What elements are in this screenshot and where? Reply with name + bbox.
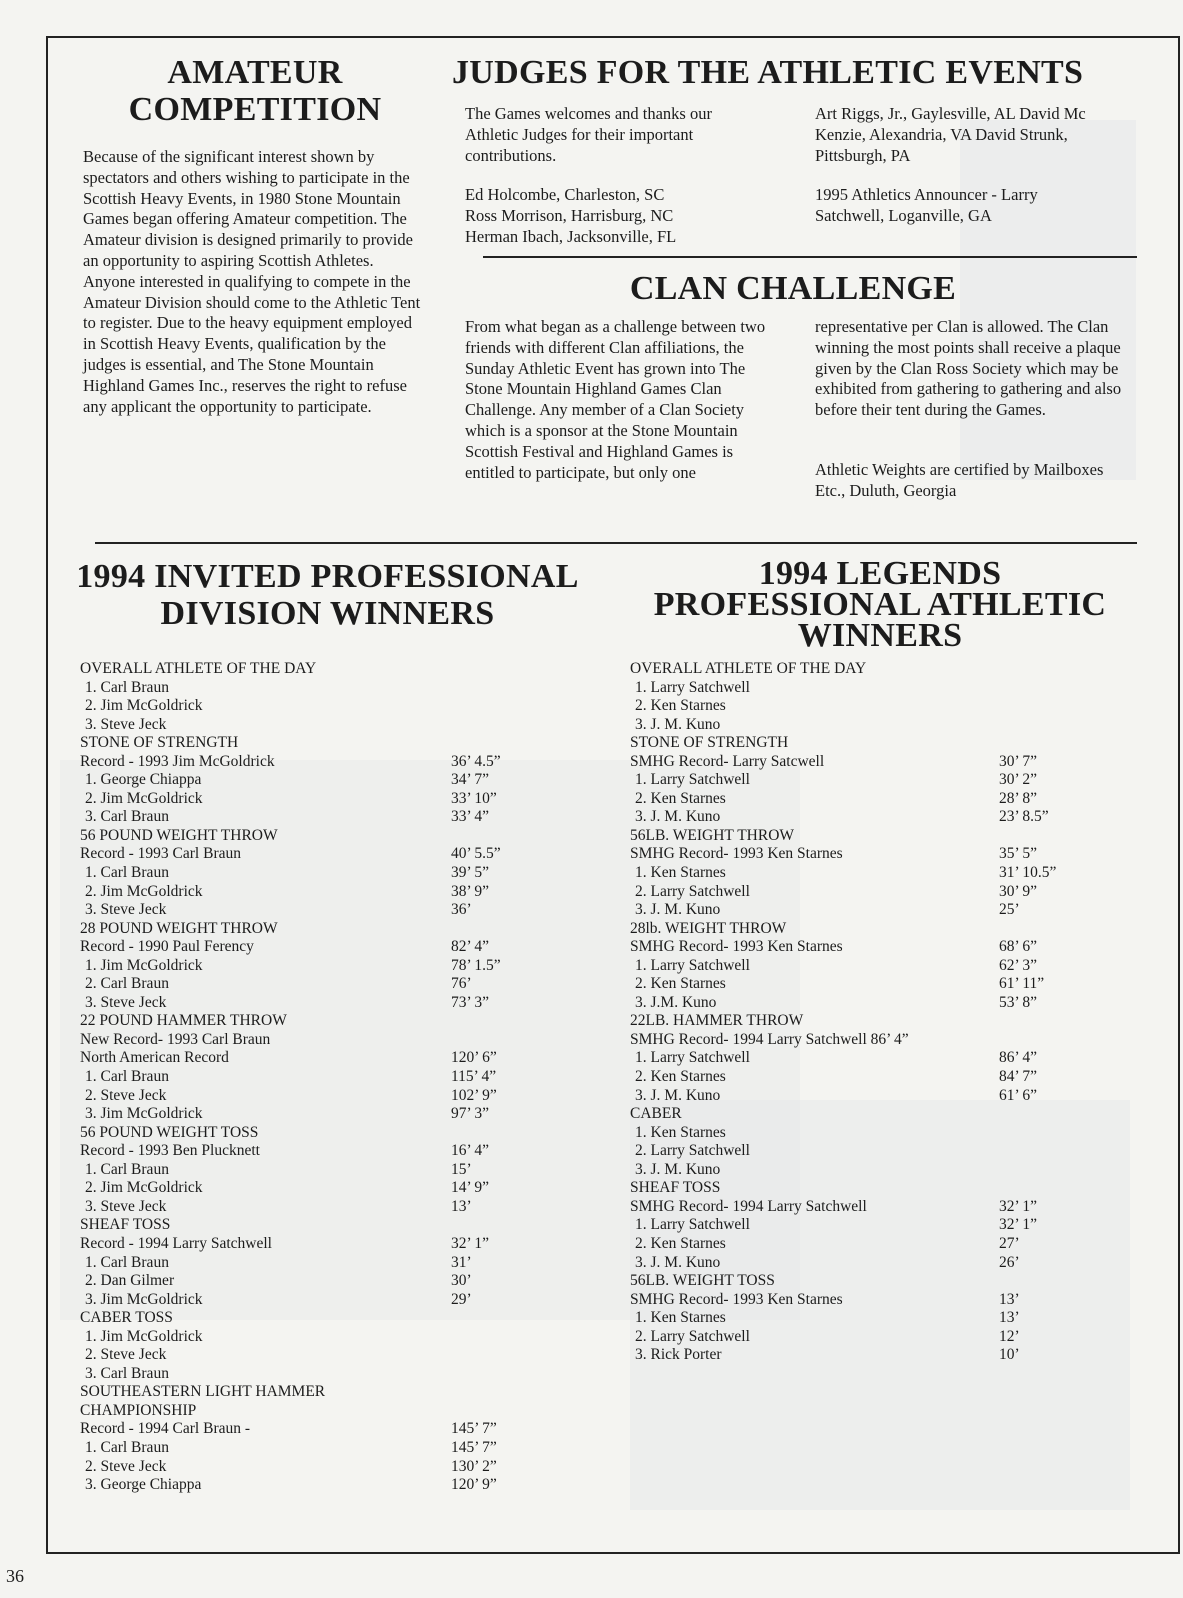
result-value: 120’ 9” xyxy=(451,1476,497,1494)
result-label: 1. Jim McGoldrick xyxy=(85,1327,203,1345)
result-label: 2. Ken Starnes xyxy=(635,789,726,807)
divider-main xyxy=(95,542,1137,544)
result-value: 32’ 1” xyxy=(999,1197,1038,1215)
result-label: 28lb. WEIGHT THROW xyxy=(630,919,787,937)
result-label: 1. Carl Braun xyxy=(85,678,169,696)
result-label: SHEAF TOSS xyxy=(630,1179,721,1197)
judges-intro: The Games welcomes and thanks our Athletic Judges for their important contributions. xyxy=(465,104,712,165)
result-label: 1. Larry Satchwell xyxy=(635,771,750,789)
result-value: 31’ xyxy=(451,1253,472,1271)
result-label: SMHG Record- 1994 Larry Satchwell 86’ 4” xyxy=(630,1030,909,1048)
result-label: 2. Larry Satchwell xyxy=(635,1327,750,1345)
result-label: SMHG Record- 1993 Ken Starnes xyxy=(630,845,843,863)
result-label: 1. George Chiappa xyxy=(85,771,202,789)
result-value: 86’ 4” xyxy=(999,1049,1038,1067)
result-value: 145’ 7” xyxy=(451,1438,497,1456)
result-label: Record - 1993 Jim McGoldrick xyxy=(80,752,275,770)
result-value: 30’ 9” xyxy=(999,882,1038,900)
result-label: 56 POUND WEIGHT THROW xyxy=(80,826,278,844)
result-label: 3. J. M. Kuno xyxy=(635,1160,721,1178)
result-value: 33’ 4” xyxy=(451,808,490,826)
result-value xyxy=(999,920,1119,939)
result-value: 14’ 9” xyxy=(451,1179,490,1197)
result-value: 34’ 7” xyxy=(451,771,490,789)
result-value: 32’ 1” xyxy=(451,1234,490,1252)
result-label: 3. J.M. Kuno xyxy=(635,993,717,1011)
clan-weights-note: Athletic Weights are certified by Mailboxes Etc., Duluth, Georgia xyxy=(815,460,1104,500)
clan-body-col1: From what began as a challenge between two friends with different Clan affiliations, the Sunday Athletic Event has grown into The Stone Mountain Highland Games Clan Challenge. Any member of a Clan Society which is a sponsor at the Stone Mountain Scottish Festival and Highland Games is entitled to participate, but only one xyxy=(465,317,766,482)
result-label: 3. J. M. Kuno xyxy=(635,1086,721,1104)
invited-results-list xyxy=(80,660,440,1495)
judges-col1-list xyxy=(465,185,765,247)
result-label: 2. Ken Starnes xyxy=(635,1234,726,1252)
result-label: 56 POUND WEIGHT TOSS xyxy=(80,1123,259,1141)
invited-results-values xyxy=(451,660,571,1495)
judge-name: Ross Morrison, Harrisburg, NC xyxy=(465,205,674,225)
result-value xyxy=(999,679,1119,698)
result-label: CABER xyxy=(630,1105,682,1123)
result-label: 2. Jim McGoldrick xyxy=(85,882,203,900)
result-value xyxy=(451,1216,571,1235)
result-label: 3. George Chiappa xyxy=(85,1476,202,1494)
result-value xyxy=(999,1105,1119,1124)
result-value: 33’ 10” xyxy=(451,789,497,807)
result-label: 1. Larry Satchwell xyxy=(635,1216,750,1234)
result-value: 84’ 7” xyxy=(999,1068,1038,1086)
result-value xyxy=(451,660,571,679)
result-label: 3. J. M. Kuno xyxy=(635,715,721,733)
amateur-title xyxy=(90,54,420,128)
result-label: 1. Ken Starnes xyxy=(635,1309,726,1327)
result-label: Record - 1993 Carl Braun xyxy=(80,845,241,863)
result-value: 62’ 3” xyxy=(999,956,1038,974)
result-value xyxy=(451,679,571,698)
result-label: SOUTHEASTERN LIGHT HAMMER xyxy=(80,1383,326,1401)
result-label: 2. Steve Jeck xyxy=(85,1346,167,1364)
result-label: 2. Dan Gilmer xyxy=(85,1272,175,1290)
result-value xyxy=(999,660,1119,679)
result-label: 3. Steve Jeck xyxy=(85,901,167,919)
result-value xyxy=(999,697,1119,716)
result-label: 3. Carl Braun xyxy=(85,1364,169,1382)
result-value: 115’ 4” xyxy=(451,1068,497,1086)
result-label: 22 POUND HAMMER THROW xyxy=(80,1012,287,1030)
result-value: 25’ xyxy=(999,901,1020,919)
result-label: 3. Steve Jeck xyxy=(85,1197,167,1215)
result-value xyxy=(451,716,571,735)
result-label: 1. Carl Braun xyxy=(85,1160,169,1178)
result-label: 1. Carl Braun xyxy=(85,1068,169,1086)
clan-title: CLAN CHALLENGE xyxy=(629,270,957,307)
result-value: 28’ 8” xyxy=(999,789,1038,807)
judges-title: JUDGES FOR THE ATHLETIC EVENTS xyxy=(452,54,1084,91)
amateur-title-line1: AMATEUR xyxy=(167,54,343,91)
judge-name: Ed Holcombe, Charleston, SC xyxy=(465,185,665,204)
result-value: 26’ xyxy=(999,1253,1020,1271)
result-value: 13’ xyxy=(999,1290,1020,1308)
result-label: CABER TOSS xyxy=(80,1309,173,1327)
result-value: 35’ 5” xyxy=(999,845,1038,863)
result-value xyxy=(451,1031,571,1050)
result-label: SMHG Record- 1993 Ken Starnes xyxy=(630,938,843,956)
result-value: 13’ xyxy=(451,1197,472,1215)
result-value: 30’ xyxy=(451,1272,472,1290)
result-value xyxy=(999,827,1119,846)
result-value xyxy=(999,1031,1119,1050)
result-value: 36’ 4.5” xyxy=(451,752,501,770)
result-value xyxy=(999,716,1119,735)
result-label: 2. Jim McGoldrick xyxy=(85,789,203,807)
judge-name: Herman Ibach, Jacksonville, FL xyxy=(465,226,677,246)
result-value: 130’ 2” xyxy=(451,1457,497,1475)
result-label: 3. Steve Jeck xyxy=(85,715,167,733)
result-label: 2. Steve Jeck xyxy=(85,1457,167,1475)
result-label: 1. Larry Satchwell xyxy=(635,1049,750,1067)
result-value: 97’ 3” xyxy=(451,1105,490,1123)
result-label: 1. Jim McGoldrick xyxy=(85,956,203,974)
clan-body-col2: representative per Clan is allowed. The Clan winning the most points shall receive a plaque given by the Clan Ross Society which may be exhibited from gathering to gathering and also before their tent during the Games. xyxy=(815,317,1122,420)
result-value: 29’ xyxy=(451,1290,472,1308)
result-label: 22LB. HAMMER THROW xyxy=(630,1012,804,1030)
result-value: 32’ 1” xyxy=(999,1216,1038,1234)
result-value xyxy=(999,1012,1119,1031)
legends-title-line2: PROFESSIONAL ATHLETIC xyxy=(653,586,1107,623)
result-value: 39’ 5” xyxy=(451,864,490,882)
result-label: 3. Steve Jeck xyxy=(85,993,167,1011)
result-label: 3. J. M. Kuno xyxy=(635,1253,721,1271)
result-value xyxy=(999,1124,1119,1143)
result-value: 23’ 8.5” xyxy=(999,808,1049,826)
result-label: 1. Larry Satchwell xyxy=(635,956,750,974)
result-value: 27’ xyxy=(999,1234,1020,1252)
judges-col2-names: Art Riggs, Jr., Gaylesville, AL David Mc Kenzie, Alexandria, VA David Strunk, Pittsburgh, PA xyxy=(815,104,1086,165)
result-label: New Record- 1993 Carl Braun xyxy=(80,1030,271,1048)
result-label: 2. Larry Satchwell xyxy=(635,1142,750,1160)
result-label: 1. Ken Starnes xyxy=(635,1123,726,1141)
result-value: 82’ 4” xyxy=(451,938,490,956)
result-value: 68’ 6” xyxy=(999,938,1038,956)
result-label: OVERALL ATHLETE OF THE DAY xyxy=(80,660,317,677)
result-value: 15’ xyxy=(451,1160,472,1178)
result-value: 16’ 4” xyxy=(451,1142,490,1160)
result-value xyxy=(999,1272,1119,1291)
amateur-body: Because of the significant interest shown by spectators and others wishing to participate in the Scottish Heavy Events, in 1980 Stone Mountain Games began offering Amateur competition. The Amateur division is designed primarily to provide an opportunity to aspiring Scottish Athletes. Anyone interested in qualifying to compete in the Amateur Division should come to the Athletic Tent to register. Due to the heavy equipment employed in Scottish Heavy Events, qualification by the judges is essential, and The Stone Mountain Highland Games Inc., reserves the right to refuse any applicant the opportunity to participate. xyxy=(83,147,421,416)
result-label: 2. Larry Satchwell xyxy=(635,882,750,900)
result-value xyxy=(451,1365,571,1384)
amateur-title-line2: COMPETITION xyxy=(128,91,382,128)
result-label: Record - 1990 Paul Ferency xyxy=(80,938,254,956)
result-label: Record - 1994 Larry Satchwell xyxy=(80,1234,272,1252)
result-label: OVERALL ATHLETE OF THE DAY xyxy=(630,660,867,677)
legends-results-values xyxy=(999,660,1119,1365)
result-value: 78’ 1.5” xyxy=(451,956,501,974)
result-value xyxy=(451,734,571,753)
legends-results-list xyxy=(630,660,990,1365)
result-label: North American Record xyxy=(80,1049,229,1067)
legends-title-line3: WINNERS xyxy=(797,617,963,654)
result-value: 76’ xyxy=(451,975,472,993)
result-value: 53’ 8” xyxy=(999,993,1038,1011)
result-label: 3. J. M. Kuno xyxy=(635,808,721,826)
result-label: 3. Jim McGoldrick xyxy=(85,1290,203,1308)
result-value xyxy=(451,697,571,716)
page-number: 36 xyxy=(6,1566,24,1586)
result-label: 1. Ken Starnes xyxy=(635,864,726,882)
result-label: SMHG Record- 1994 Larry Satchwell xyxy=(630,1197,867,1215)
result-value: 61’ 11” xyxy=(999,975,1045,993)
invited-title xyxy=(70,558,585,632)
result-label: 3. Carl Braun xyxy=(85,808,169,826)
result-value: 102’ 9” xyxy=(451,1086,497,1104)
result-value: 31’ 10.5” xyxy=(999,864,1057,882)
result-label: 3. J. M. Kuno xyxy=(635,901,721,919)
result-label: 1. Carl Braun xyxy=(85,864,169,882)
result-value: 40’ 5.5” xyxy=(451,845,501,863)
result-value: 36’ xyxy=(451,901,472,919)
legends-title xyxy=(640,555,1120,654)
result-label: 28 POUND WEIGHT THROW xyxy=(80,919,278,937)
result-label: 1. Carl Braun xyxy=(85,1438,169,1456)
result-label: 2. Ken Starnes xyxy=(635,1068,726,1086)
result-label: CHAMPIONSHIP xyxy=(80,1401,197,1419)
result-label: Record - 1993 Ben Plucknett xyxy=(80,1142,260,1160)
result-value xyxy=(451,1383,571,1402)
result-value: 73’ 3” xyxy=(451,993,490,1011)
result-value xyxy=(451,920,571,939)
result-label: 1. Carl Braun xyxy=(85,1253,169,1271)
judges-announcer: 1995 Athletics Announcer - Larry Satchwell, Loganville, GA xyxy=(815,185,1038,225)
result-value xyxy=(451,1124,571,1143)
result-value xyxy=(451,1328,571,1347)
result-value xyxy=(451,1402,571,1421)
legends-title-line1: 1994 LEGENDS xyxy=(758,555,1002,592)
result-label: STONE OF STRENGTH xyxy=(630,734,789,752)
result-value: 30’ 7” xyxy=(999,752,1038,770)
result-label: 56LB. WEIGHT THROW xyxy=(630,826,795,844)
result-label: 2. Ken Starnes xyxy=(635,697,726,715)
result-label: 2. Ken Starnes xyxy=(635,975,726,993)
result-value: 61’ 6” xyxy=(999,1086,1038,1104)
invited-title-line1: 1994 INVITED PROFESSIONAL xyxy=(76,558,579,595)
result-value xyxy=(451,1346,571,1365)
result-value xyxy=(999,734,1119,753)
invited-title-line2: DIVISION WINNERS xyxy=(160,595,495,632)
result-label: 2. Jim McGoldrick xyxy=(85,697,203,715)
result-label: 56LB. WEIGHT TOSS xyxy=(630,1272,775,1290)
result-label: SMHG Record- 1993 Ken Starnes xyxy=(630,1290,843,1308)
result-label: 2. Carl Braun xyxy=(85,975,169,993)
result-value xyxy=(999,1142,1119,1161)
result-label: Record - 1994 Carl Braun - xyxy=(80,1420,251,1438)
result-value xyxy=(451,827,571,846)
result-value: 145’ 7” xyxy=(451,1420,497,1438)
result-label: 2. Jim McGoldrick xyxy=(85,1179,203,1197)
result-label: STONE OF STRENGTH xyxy=(80,734,239,752)
result-label: SHEAF TOSS xyxy=(80,1216,171,1234)
result-label: 3. Rick Porter xyxy=(635,1346,722,1364)
result-value: 13’ xyxy=(999,1309,1020,1327)
result-value: 38’ 9” xyxy=(451,882,490,900)
result-value: 30’ 2” xyxy=(999,771,1038,789)
result-value xyxy=(999,1179,1119,1198)
result-label: 2. Steve Jeck xyxy=(85,1086,167,1104)
result-value xyxy=(999,1161,1119,1180)
result-value: 10’ xyxy=(999,1346,1020,1364)
result-value xyxy=(451,1012,571,1031)
result-value: 120’ 6” xyxy=(451,1049,497,1067)
divider-judges-clan xyxy=(483,256,1137,258)
result-label: 1. Larry Satchwell xyxy=(635,678,750,696)
result-label: 3. Jim McGoldrick xyxy=(85,1105,203,1123)
result-value: 12’ xyxy=(999,1327,1020,1345)
result-label: SMHG Record- Larry Satcwell xyxy=(630,752,825,770)
result-value xyxy=(451,1309,571,1328)
